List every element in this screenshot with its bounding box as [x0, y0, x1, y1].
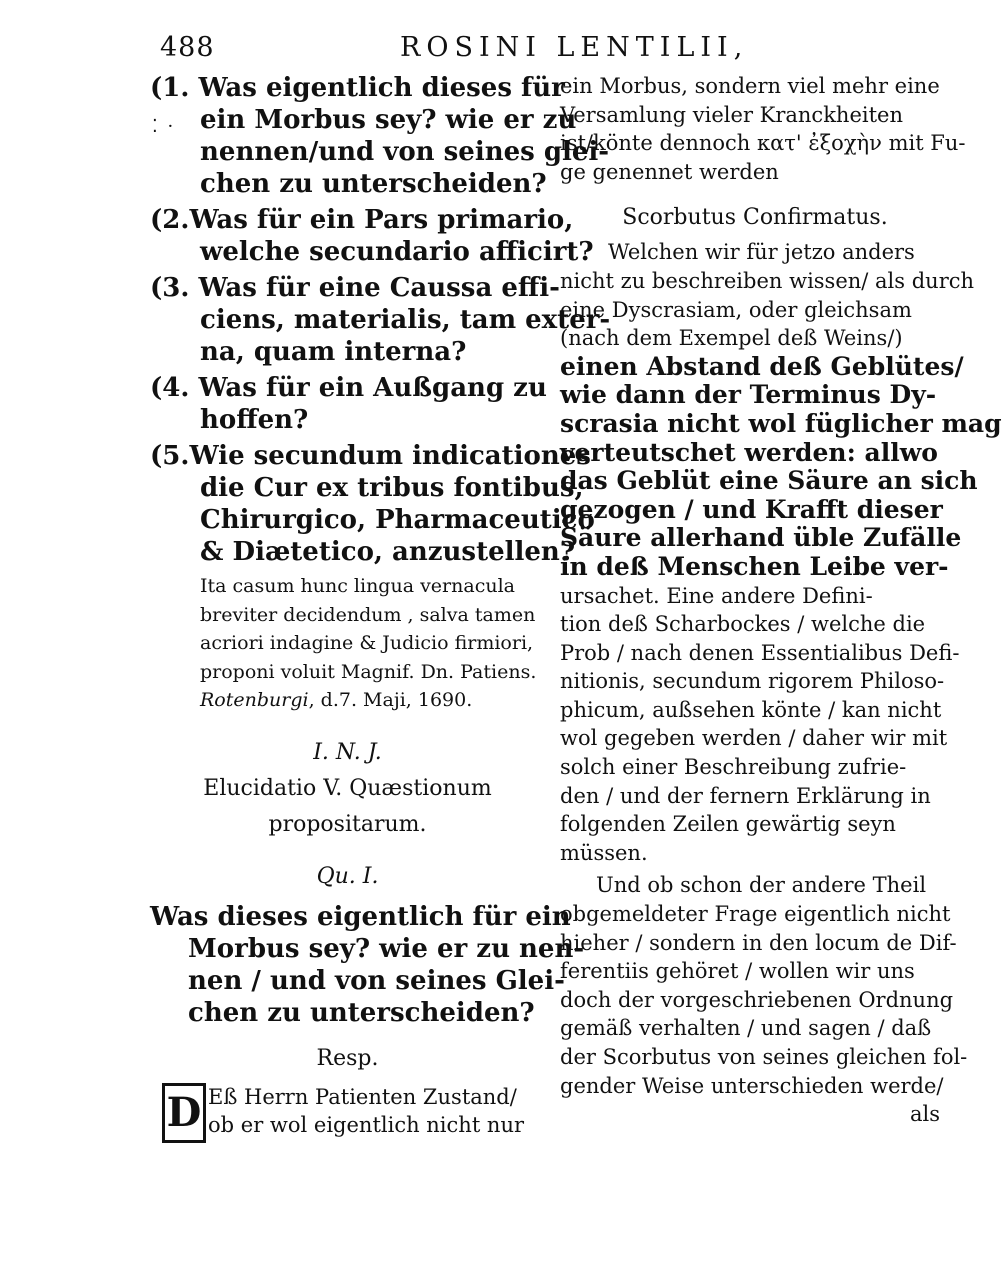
- body-line: scrasia nicht wol füglicher mag: [560, 408, 1002, 438]
- qu-heading: Qu. I.: [316, 863, 379, 889]
- definition-paragraph: [560, 238, 1002, 867]
- body-line: eine Dyscrasiam, oder gleichsam: [560, 297, 912, 322]
- question-restated: [150, 901, 585, 1029]
- body-line: den / und der fernern Erklärung in: [560, 783, 931, 808]
- resp-paragraph: [150, 1083, 545, 1140]
- latin-line: Ita casum hunc lingua vernacula: [200, 575, 515, 597]
- page-header: [160, 32, 940, 72]
- resp-line: ob er wol eigentlich nicht nur: [208, 1113, 525, 1138]
- differentiation-paragraph: [560, 871, 968, 1128]
- question-5: [150, 440, 595, 568]
- body-line: ein Morbus, sondern viel mehr eine: [560, 74, 940, 98]
- latin-line: breviter decidendum , salva tamen: [200, 603, 536, 626]
- body-line: solch einer Beschreibung zufrie-: [560, 755, 907, 780]
- latin-line: proponi voluit Magnif. Dn. Patiens.: [200, 660, 537, 683]
- resp-heading: Resp.: [316, 1045, 379, 1071]
- body-line: phicum, außsehen könte / kan nicht: [560, 697, 942, 722]
- question-line: nennen/und von seines glei-: [200, 137, 610, 167]
- body-line: das Geblüt eine Säure an sich: [560, 466, 978, 496]
- elucidatio-line: Elucidatio V. Quæstionum: [203, 775, 492, 801]
- body-line: müssen.: [560, 840, 648, 865]
- body-line: ferentiis gehöret / wollen wir uns: [560, 959, 915, 984]
- resp-line: Eß Herrn Patienten Zustand/: [208, 1084, 517, 1109]
- question-4: [150, 372, 545, 436]
- right-column: [560, 72, 1002, 1129]
- body-line: verteutschet werden: allwo: [560, 437, 938, 467]
- question-1: [150, 72, 610, 200]
- question-list: [150, 72, 611, 567]
- question-3: [150, 272, 611, 368]
- body-line: einen Abstand deß Geblütes/: [560, 351, 964, 381]
- body-line: ursachet. Eine andere Defini-: [560, 583, 873, 608]
- running-title: ROSINI LENTILII,: [400, 32, 749, 63]
- page-number: 488: [160, 32, 215, 63]
- body-line: obgemeldeter Frage eigentlich nicht: [560, 902, 951, 927]
- question-line: welche secundario afficirt?: [200, 237, 594, 267]
- date-rest: , d.7. Maji, 1690.: [308, 689, 473, 711]
- question-line: hoffen?: [200, 405, 309, 435]
- latin-line: acriori indagine & Judicio firmiori,: [200, 632, 534, 654]
- body-line: (nach dem Exempel deß Weins/): [560, 326, 903, 351]
- question-line: & Diætetico, anzustellen?: [200, 537, 576, 567]
- elucidatio-heading: [150, 771, 545, 843]
- body-line: nitionis, secundum rigorem Philoso-: [560, 669, 945, 694]
- body-line: folgenden Zeilen gewärtig seyn: [560, 812, 896, 837]
- margin-marks: ⁚ ·: [152, 116, 176, 137]
- body-line: nicht zu beschreiben wissen/ als durch: [560, 268, 975, 293]
- restated-line: Morbus sey? wie er zu nen-: [188, 933, 585, 964]
- body-line: Und ob schon der andere Theil: [596, 873, 927, 898]
- body-line: gezogen / und Krafft dieser: [560, 494, 943, 524]
- question-line: (3. Was für eine Caussa effi-: [150, 273, 560, 303]
- continuation-paragraph: [560, 72, 966, 186]
- date-line: [200, 686, 545, 715]
- restated-line: Was dieses eigentlich für ein: [150, 901, 571, 932]
- question-line: die Cur ex tribus fontibus,: [200, 473, 584, 503]
- elucidatio-line: propositarum.: [268, 811, 427, 837]
- body-line: gender Weise unterschieden werde/: [560, 1073, 944, 1098]
- question-line: na, quam interna?: [200, 337, 467, 367]
- question-line: ciens, materialis, tam exter-: [200, 305, 611, 335]
- body-line: tion deß Scharbockes / welche die: [560, 612, 926, 637]
- body-line: ge genennet werden: [560, 159, 779, 184]
- question-line: (1. Was eigentlich dieses für: [150, 73, 565, 103]
- restated-line: nen / und von seines Glei-: [188, 965, 565, 996]
- body-line: wie dann der Terminus Dy-: [560, 380, 937, 410]
- question-line: (2.Was für ein Pars primario,: [150, 205, 574, 235]
- body-line: Prob / nach denen Essentialibus Defi-: [560, 640, 960, 665]
- body-line: ist/könte dennoch κατ' ἐξοχὴν mit Fu-: [560, 131, 966, 156]
- question-line: Chirurgico, Pharmaceutico: [200, 505, 595, 535]
- question-line: (5.Wie secundum indicationes: [150, 441, 591, 471]
- date-place: Rotenburgi: [200, 689, 309, 711]
- body-line: doch der vorgeschriebenen Ordnung: [560, 987, 954, 1012]
- question-line: ein Morbus sey? wie er zu: [200, 105, 577, 135]
- body-line: der Scorbutus von seines gleichen fol-: [560, 1045, 968, 1069]
- question-2: [150, 204, 594, 268]
- section-heading: Scorbutus Confirmatus.: [622, 205, 888, 231]
- body-line: Säure allerhand üble Zufälle: [560, 523, 962, 553]
- catchword: als: [909, 1102, 940, 1127]
- body-line: gemäß verhalten / und sagen / daß: [560, 1016, 932, 1041]
- body-line: wol gegeben werden / daher wir mit: [560, 726, 948, 751]
- latin-paragraph: [150, 572, 545, 715]
- question-line: (4. Was für ein Außgang zu: [150, 373, 547, 403]
- dropcap-initial: D: [162, 1083, 206, 1143]
- inn-heading: I. N. J.: [313, 739, 382, 765]
- body-line: hieher / sondern in den locum de Dif-: [560, 930, 957, 955]
- body-line: Welchen wir für jetzo anders: [608, 240, 915, 265]
- restated-line: chen zu unterscheiden?: [188, 997, 535, 1028]
- question-line: chen zu unterscheiden?: [200, 169, 547, 199]
- body-line: Versamlung vieler Kranckheiten: [560, 102, 903, 127]
- body-line: in deß Menschen Leibe ver-: [560, 551, 949, 581]
